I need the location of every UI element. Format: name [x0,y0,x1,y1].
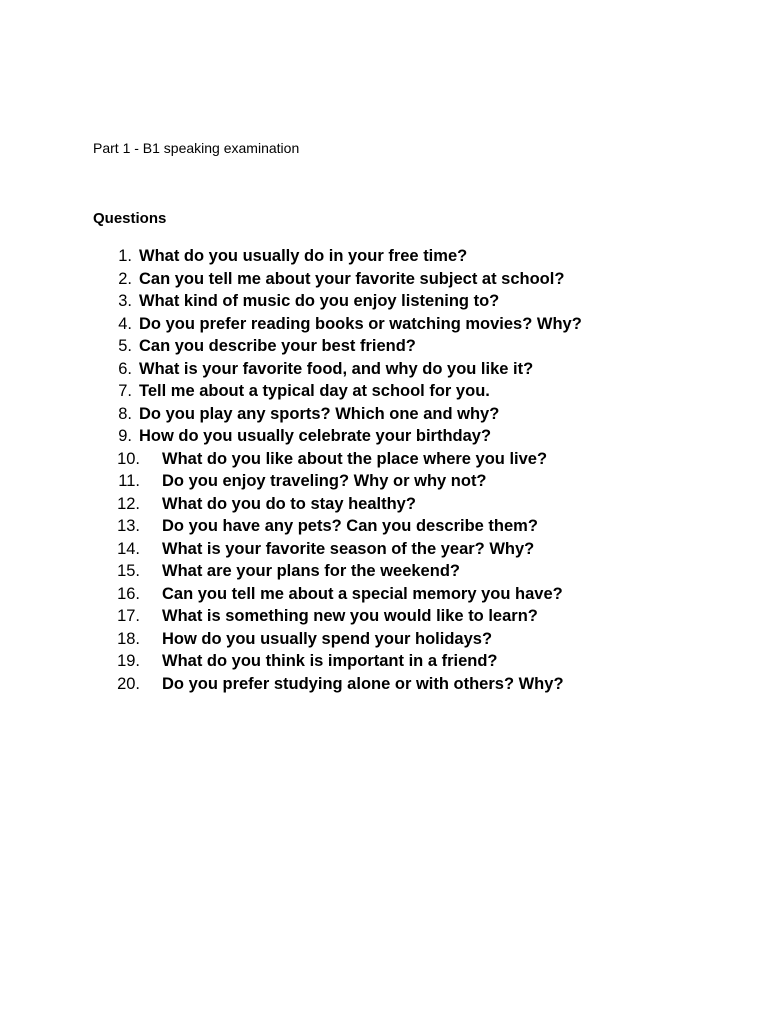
question-number: 10. [117,449,140,468]
question-number: 2. [118,269,132,288]
question-number: 3. [118,292,132,310]
document-title: Part 1 - B1 speaking examination [93,140,300,156]
question-number: 15. [117,562,140,580]
question-text: Can you tell me about a special memory you have? [162,584,563,603]
question-number: 20. [117,674,140,693]
question-number: 14. [117,539,140,558]
question-text: Can you describe your best friend? [139,337,416,355]
question-text: What do you do to stay healthy? [162,494,416,513]
question-number: 11. [118,472,140,490]
question-text: What are your plans for the weekend? [162,562,460,580]
question-text: How do you usually celebrate your birthday? [139,427,492,445]
question-number: 18. [117,629,140,648]
question-number: 4. [118,314,132,333]
section-heading: Questions [93,210,167,227]
question-number: 17. [117,607,140,625]
question-number: 5. [118,337,132,355]
question-text: What do you think is important in a friend? [162,652,498,670]
question-text: How do you usually spend your holidays? [162,629,493,648]
question-text: Do you play any sports? Which one and why? [139,404,500,423]
question-text: What do you like about the place where you live? [162,449,548,468]
question-text: What is something new you would like to learn? [162,607,538,625]
question-text: Tell me about a typical day at school for you. [139,382,490,400]
question-number: 19. [117,652,140,670]
question-number: 6. [118,359,132,378]
question-number: 16. [117,584,140,603]
question-number: 13. [117,517,140,535]
question-text: Do you have any pets? Can you describe them? [162,517,538,535]
question-number: 12. [117,494,140,513]
question-number: 7. [118,382,132,400]
question-text: What kind of music do you enjoy listening to? [139,292,500,310]
question-number: 8. [118,404,132,423]
question-number: 1. [118,247,132,265]
question-text: Do you prefer reading books or watching movies? Why? [139,314,582,333]
question-text: Do you enjoy traveling? Why or why not? [162,472,487,490]
question-text: Do you prefer studying alone or with others? Why? [162,674,564,693]
question-text: What do you usually do in your free time? [139,247,468,265]
question-text: What is your favorite season of the year? Why? [162,539,535,558]
question-text: What is your favorite food, and why do you like it? [139,359,534,378]
question-number: 9. [118,427,132,445]
question-text: Can you tell me about your favorite subject at school? [139,269,565,288]
